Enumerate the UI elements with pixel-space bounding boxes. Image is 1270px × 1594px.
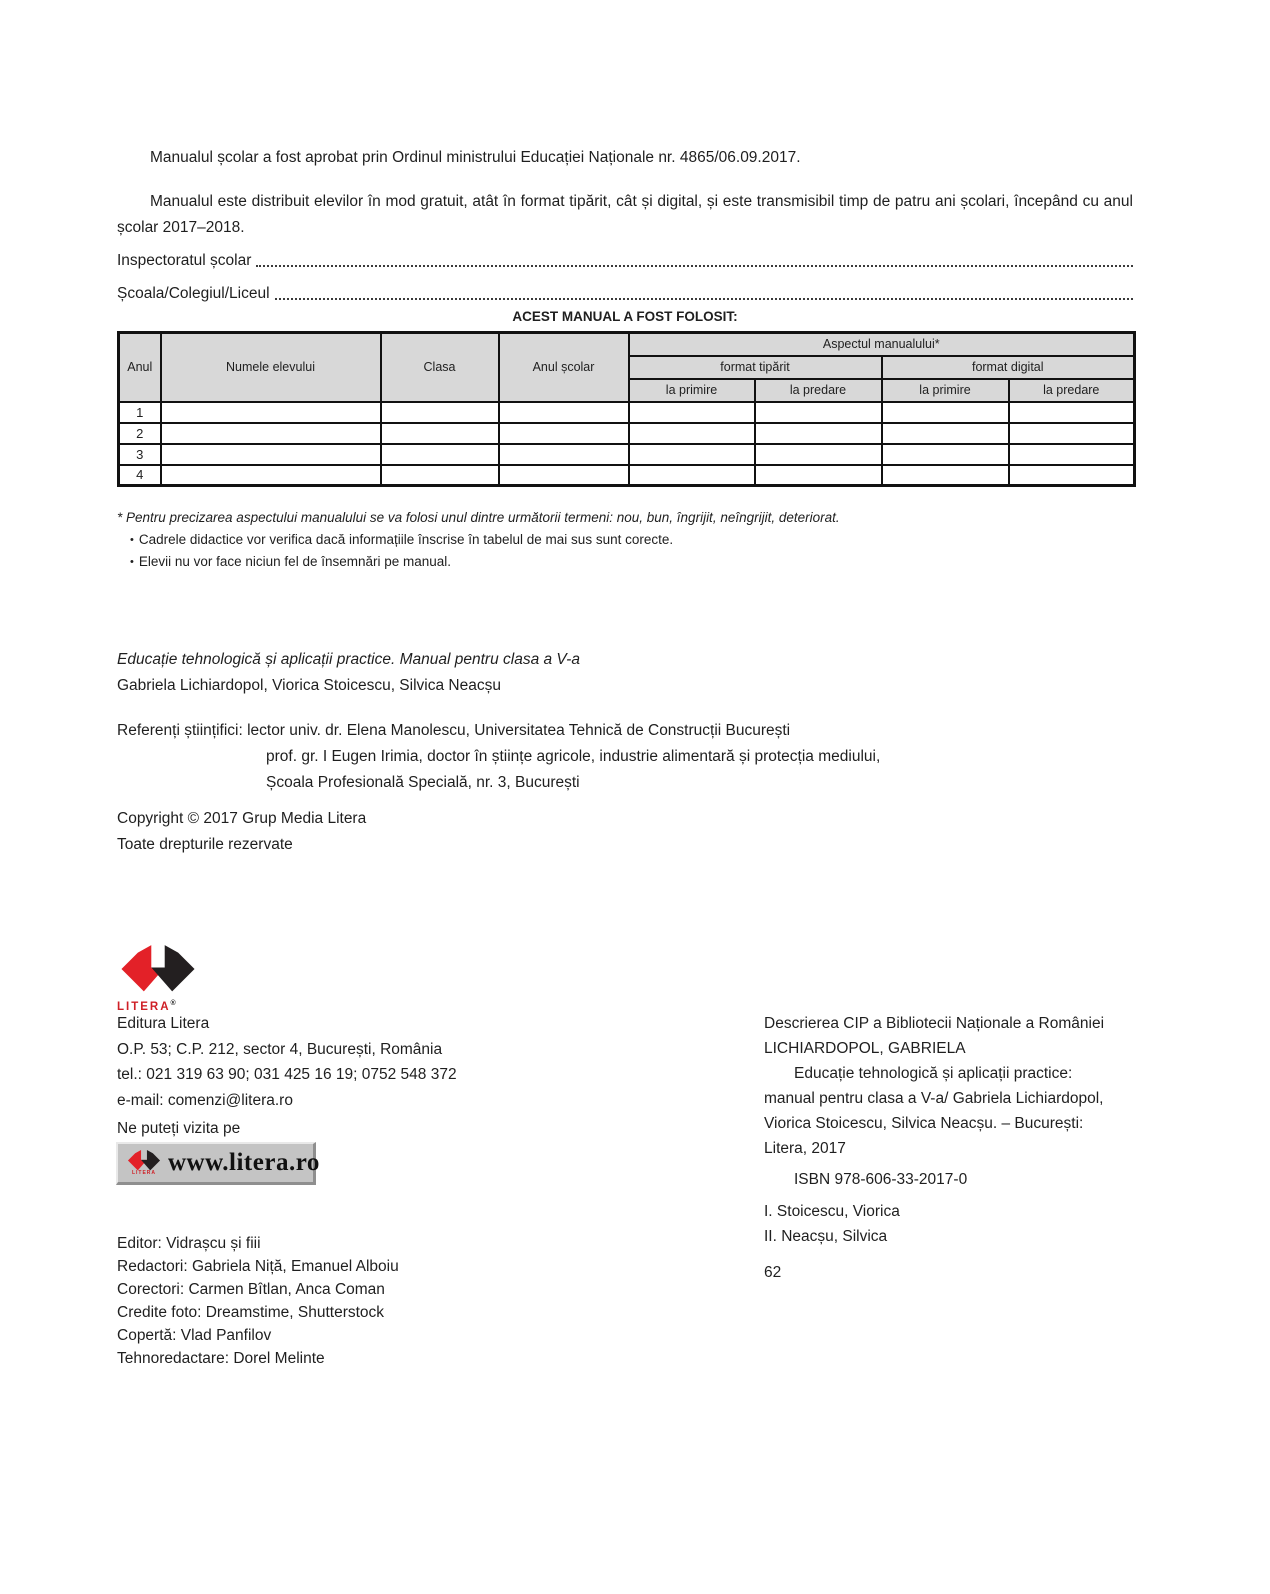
credit-credite-foto: Credite foto: Dreamstime, Shutterstock [117, 1304, 385, 1321]
table-cell [161, 402, 381, 423]
school-dotted-line [275, 298, 1133, 300]
header-la-predare-tiparit: la predare [755, 379, 882, 402]
website-url: www.litera.ro [168, 1149, 320, 1176]
header-la-predare-digital: la predare [1009, 379, 1135, 402]
header-la-primire-tiparit: la primire [629, 379, 755, 402]
table-cell [381, 402, 499, 423]
credit-corectori: Corectori: Carmen Bîtlan, Anca Coman [117, 1281, 385, 1298]
asterisk-footnote: * Pentru precizarea aspectului manualului se va folosi unul dintre următorii termeni: nou, bun, îngrijit, neîngrijit, deteriorat. [117, 510, 840, 525]
header-format-digital: format digital [882, 356, 1135, 379]
table-cell [755, 423, 882, 444]
table-cell [882, 465, 1009, 486]
table-cell [1009, 465, 1135, 486]
table-cell [629, 423, 755, 444]
usage-table [117, 331, 1136, 487]
book-block [117, 647, 580, 699]
cip-block [764, 1011, 1136, 1285]
header-anul: Anul [119, 333, 161, 402]
cip-line-4: manual pentru clasa a V-a/ Gabriela Lichiardopol, [764, 1090, 1104, 1107]
rights-line: Toate drepturile rezervate [117, 836, 293, 853]
table-cell [499, 444, 629, 465]
cip-header: Descrierea CIP a Bibliotecii Naționale a României [764, 1015, 1105, 1032]
table-cell [755, 465, 882, 486]
table-cell [755, 402, 882, 423]
credit-redactori: Redactori: Gabriela Niță, Emanuel Alboiu [117, 1258, 399, 1275]
header-aspectul-manualului: Aspectul manualului* [629, 333, 1135, 356]
cip-line-5: Viorica Stoicescu, Silvica Neacșu. – București: [764, 1115, 1084, 1132]
header-la-primire-digital: la primire [882, 379, 1009, 402]
row-number: 3 [119, 444, 161, 465]
litera-logo-wordmark: LITERA® [117, 1000, 176, 1013]
publisher-address: O.P. 53; C.P. 212, sector 4, București, România [117, 1040, 443, 1058]
table-row [119, 423, 1135, 444]
header-anul-scolar: Anul școlar [499, 333, 629, 402]
row-number: 4 [119, 465, 161, 486]
table-cell [1009, 444, 1135, 465]
registered-icon: ® [170, 1000, 176, 1007]
bullet-icon: • [130, 534, 134, 546]
litera-mini-logo-icon [126, 1150, 162, 1171]
referents-line-3: Școala Profesională Specială, nr. 3, București [266, 774, 580, 791]
table-cell [161, 465, 381, 486]
publisher-name: Editura Litera [117, 1015, 210, 1032]
udc-number: 62 [764, 1264, 782, 1281]
header-clasa: Clasa [381, 333, 499, 402]
footnote-bullet-2-text: Elevii nu vor face niciun fel de însemnări pe manual. [138, 554, 452, 569]
publisher-email: e-mail: comenzi@litera.ro [117, 1091, 293, 1109]
header-numele-elevului: Numele elevului [161, 333, 381, 402]
referents-block [117, 718, 1133, 796]
cip-index-2: II. Neacșu, Silvica [764, 1228, 888, 1245]
table-cell [499, 402, 629, 423]
table-cell [882, 402, 1009, 423]
litera-logo [117, 945, 207, 1013]
referents-line-2: prof. gr. I Eugen Irimia, doctor în științe agricole, industrie alimentară și protecția mediului, [266, 748, 881, 765]
table-cell [381, 465, 499, 486]
publisher-phones: tel.: 021 319 63 90; 031 425 16 19; 0752 548 372 [117, 1066, 457, 1083]
cip-title-line: Educație tehnologică și aplicații practice: [794, 1065, 1073, 1082]
table-cell [629, 402, 755, 423]
table-cell [381, 423, 499, 444]
table-cell [629, 465, 755, 486]
header-format-tiparit: format tipărit [629, 356, 882, 379]
table-row [119, 402, 1135, 423]
credits-block [117, 1232, 399, 1370]
table-row [119, 444, 1135, 465]
table-cell [1009, 402, 1135, 423]
table-cell [629, 444, 755, 465]
book-authors: Gabriela Lichiardopol, Viorica Stoicescu, Silvica Neacșu [117, 677, 501, 694]
distribution-paragraph: Manualul este distribuit elevilor în mod gratuit, atât în format tipărit, cât și digital, și este transmisibil timp de patru ani școlari, începând cu anul școlar 2017–2018. [117, 193, 1133, 236]
table-cell [161, 444, 381, 465]
litera-mini-logo [126, 1150, 162, 1176]
book-title: Educație tehnologică și aplicații practice. Manual pentru clasa a V-a [117, 651, 580, 668]
cip-index-1: I. Stoicescu, Viorica [764, 1203, 900, 1220]
litera-mini-wordmark: LITERA [131, 1170, 157, 1176]
litera-logo-icon [117, 945, 199, 993]
table-cell [499, 423, 629, 444]
usage-table-container [117, 331, 1136, 487]
bullet-icon: • [130, 556, 134, 568]
table-row [119, 465, 1135, 486]
footnotes [117, 507, 1133, 573]
footnote-bullet-2 [130, 551, 1133, 573]
copyright-line: Copyright © 2017 Grup Media Litera [117, 810, 367, 827]
table-cell [499, 465, 629, 486]
inspectorate-dotted-line [256, 265, 1133, 267]
inspectorate-label: Inspectoratul școlar [117, 252, 252, 269]
website-banner [116, 1142, 320, 1185]
school-line [117, 281, 1133, 303]
credit-coperta: Copertă: Vlad Panfilov [117, 1327, 272, 1344]
credit-tehnoredactare: Tehnoredactare: Dorel Melinte [117, 1350, 325, 1367]
publisher-contact [117, 1011, 457, 1113]
visit-label: Ne puteți vizita pe [117, 1120, 241, 1137]
footnote-bullet-1-text: Cadrele didactice vor verifica dacă informațiile înscrise în tabelul de mai sus sunt corecte. [138, 532, 674, 547]
table-cell [755, 444, 882, 465]
usage-table-title: ACEST MANUAL A FOST FOLOSIT: [512, 309, 738, 324]
credit-editor: Editor: Vidrașcu și fiii [117, 1235, 261, 1252]
school-label: Școala/Colegiul/Liceul [117, 285, 270, 302]
table-cell [882, 444, 1009, 465]
inspectorate-line [117, 248, 1133, 270]
cip-author: LICHIARDOPOL, GABRIELA [764, 1040, 966, 1057]
table-cell [1009, 423, 1135, 444]
isbn: ISBN 978-606-33-2017-0 [794, 1171, 968, 1188]
copyright-block [117, 806, 366, 858]
row-number: 1 [119, 402, 161, 423]
table-cell [882, 423, 1009, 444]
cip-line-6: Litera, 2017 [764, 1140, 846, 1157]
footnote-bullet-1 [130, 529, 1133, 551]
row-number: 2 [119, 423, 161, 444]
table-cell [161, 423, 381, 444]
referents-line-1: Referenți științifici: lector univ. dr. Elena Manolescu, Universitatea Tehnică de Construcții București [117, 722, 791, 739]
table-cell [381, 444, 499, 465]
approval-paragraph: Manualul școlar a fost aprobat prin Ordinul ministrului Educației Naționale nr. 4865/06.09.2017. [150, 149, 801, 166]
